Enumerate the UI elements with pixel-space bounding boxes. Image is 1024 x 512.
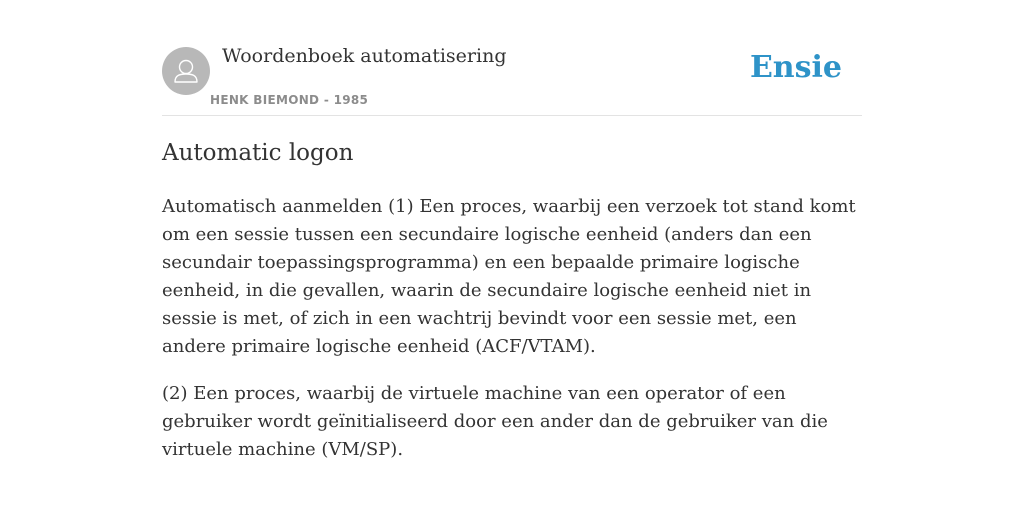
- source-header: [162, 0, 862, 116]
- user-icon[interactable]: [162, 47, 210, 95]
- source-meta: [210, 93, 368, 107]
- user-icon-graphic: [162, 47, 210, 95]
- source-author[interactable]: HENK BIEMOND: [210, 93, 320, 107]
- definition-paragraph: Automatisch aanmelden (1) Een proces, waarbij een verzoek tot stand komt om een sessie tussen een secundaire logische eenheid (anders dan een secundair toepassingsprogramma) en een bepaalde primaire logische eenheid, in die gevallen, waarin de secundaire logische eenheid niet in sessie is met, of zich in een wachtrij bevindt voor een sessie met, een andere primaire logische eenheid (ACF/VTAM).: [162, 196, 856, 357]
- entry-term: Automatic logon: [162, 140, 354, 166]
- entry-definition: [162, 193, 862, 483]
- meta-separator: -: [323, 93, 330, 107]
- definition-paragraph: (2) Een proces, waarbij de virtuele machine van een operator of een gebruiker wordt geïnitialiseerd door een ander dan de gebruiker van die virtuele machine (VM/SP).: [162, 383, 828, 460]
- source-year: 1985: [333, 93, 369, 107]
- source-title[interactable]: Woordenboek automatisering: [222, 45, 507, 67]
- ensie-logo[interactable]: Ensie: [749, 50, 842, 85]
